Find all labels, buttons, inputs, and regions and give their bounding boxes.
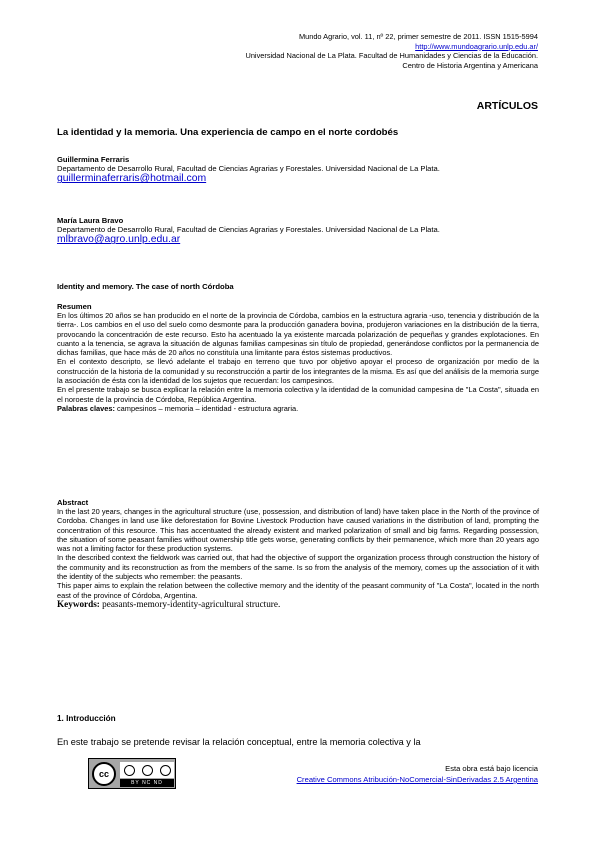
resumen-paragraph: En los últimos 20 años se han producido en el norte de la provincia de Córdoba, cambios en la estructura agraria -uso, tenencia y distribución de la tierra-. Los cambios en el uso del suelo como desmonte para la producción ganadera bovina, produjeron variaciones en la distribución de la tierra, provocando la concentración de este recurso. Esto ha acentuado la ya existente marcada polarización de pequeñas y grandes explotaciones. En cuanto a la tenencia, se agrava la situación de algunas familias campesinas sin título de propiedad, generándose conflictos por la permanencia de dichas familias, que hace más de 20 años no constituía una limitante para éstos sistemas productivos.: [57, 311, 539, 358]
abstract-keywords: [57, 600, 539, 609]
university-line: Universidad Nacional de La Plata. Facultad de Humanidades y Ciencias de la Educación.: [245, 51, 538, 61]
journal-header: [245, 32, 538, 70]
journal-citation: Mundo Agrario, vol. 11, nº 22, primer semestre de 2011. ISSN 1515-5994: [298, 32, 538, 41]
author-email-link[interactable]: mlbravo@agro.unlp.edu.ar: [57, 234, 181, 246]
abstract-paragraph: In the last 20 years, changes in the agricultural structure (use, possession, and distribution of land) have taken place in the North of the province of Cordoba. Changes in land use like deforestation for Bovine Livestock Production have caused variations in the distribution of land, prompting the concentration of this resource. This has accentuated the already existent and marked polarization of small and big farms. Regarding possession, the situation of some peasant families without ownership title gets worse, generating conflicts by their permanence, which more than 20 years ago was not a limiting factor for these production systems.: [57, 507, 539, 554]
abstract-heading: Abstract: [57, 498, 89, 507]
license-link[interactable]: Creative Commons Atribución-NoComercial-SinDerivadas 2.5 Argentina: [296, 775, 538, 784]
english-title: Identity and memory. The case of north Córdoba: [57, 282, 234, 291]
cc-logo-icon: cc: [92, 762, 116, 786]
keywords-text: campesinos – memoria – identidad - estructura agraria.: [114, 403, 299, 413]
attribution-icon: [124, 765, 135, 776]
article-title: La identidad y la memoria. Una experiencia de campo en el norte cordobés: [57, 127, 399, 138]
cc-terms-strip: BY NC ND: [120, 779, 174, 787]
author-name: María Laura Bravo: [57, 216, 124, 225]
resumen-keywords: [57, 404, 539, 413]
resumen-heading: Resumen: [57, 302, 92, 311]
author-block-1: [57, 155, 539, 184]
resumen-paragraph: En el contexto descripto, se llevó adelante el trabajo en terreno que tuvo por objetivo apoyar el proceso de organización por medio de la construcción de la historia de la comunidad y su reconstrucción a partir de los integrantes de la misma. Es así que del análisis de la memoria surge la asociación de ésta con la identidad de los sujetos que recuerdan: los campesinos.: [57, 357, 539, 386]
cc-license-badge[interactable]: [88, 758, 176, 789]
noderivatives-icon: [160, 765, 171, 776]
keywords-text: peasants-memory-identity-agricultural structure.: [99, 598, 281, 609]
center-line: Centro de Historia Argentina y Americana: [402, 60, 538, 70]
author-email-link[interactable]: guillerminaferraris@hotmail.com: [57, 173, 207, 185]
section-label: ARTÍCULOS: [476, 100, 538, 112]
resumen-paragraph: En el presente trabajo se busca explicar la relación entre la memoria colectiva y la identidad de la comunidad campesina de "La Costa", situada en el noroeste de la provincia de Córdoba, República Argentina.: [57, 385, 539, 404]
license-line: Esta obra está bajo licencia: [445, 764, 538, 773]
author-name: Guillermina Ferraris: [57, 155, 130, 164]
intro-text: En este trabajo se pretende revisar la relación conceptual, entre la memoria colectiva y la: [57, 737, 421, 747]
abstract-paragraph: In the described context the fieldwork was carried out, that had the objective of support the organization process through construction the history of the community and its reconstruction as from the members of the same. Is so from the analysis of the memory, comes up the association of it with the identity of the subjects who remember: the peasants.: [57, 553, 539, 582]
abstract-section: [57, 498, 539, 609]
cc-terms-icons: [120, 762, 174, 778]
author-block-2: [57, 216, 539, 245]
abstract-paragraph: This paper aims to explain the relation between the collective memory and the identity of the peasant community of "La Costa", located in the north east of the province of Córdoba, Argentina.: [57, 581, 539, 600]
author-affiliation: Departamento de Desarrollo Rural, Facultad de Ciencias Agrarias y Forestales. Universidad Nacional de La Plata.: [57, 225, 440, 234]
author-affiliation: Departamento de Desarrollo Rural, Facultad de Ciencias Agrarias y Forestales. Universidad Nacional de La Plata.: [57, 164, 440, 173]
noncommercial-icon: [142, 765, 153, 776]
keywords-label: Keywords:: [57, 598, 100, 609]
intro-heading: 1. Introducción: [57, 714, 116, 723]
resumen-section: [57, 302, 539, 413]
keywords-label: Palabras claves:: [57, 403, 115, 413]
license-notice: [297, 763, 538, 785]
journal-url-link[interactable]: http://www.mundoagrario.unlp.edu.ar/: [415, 41, 538, 51]
